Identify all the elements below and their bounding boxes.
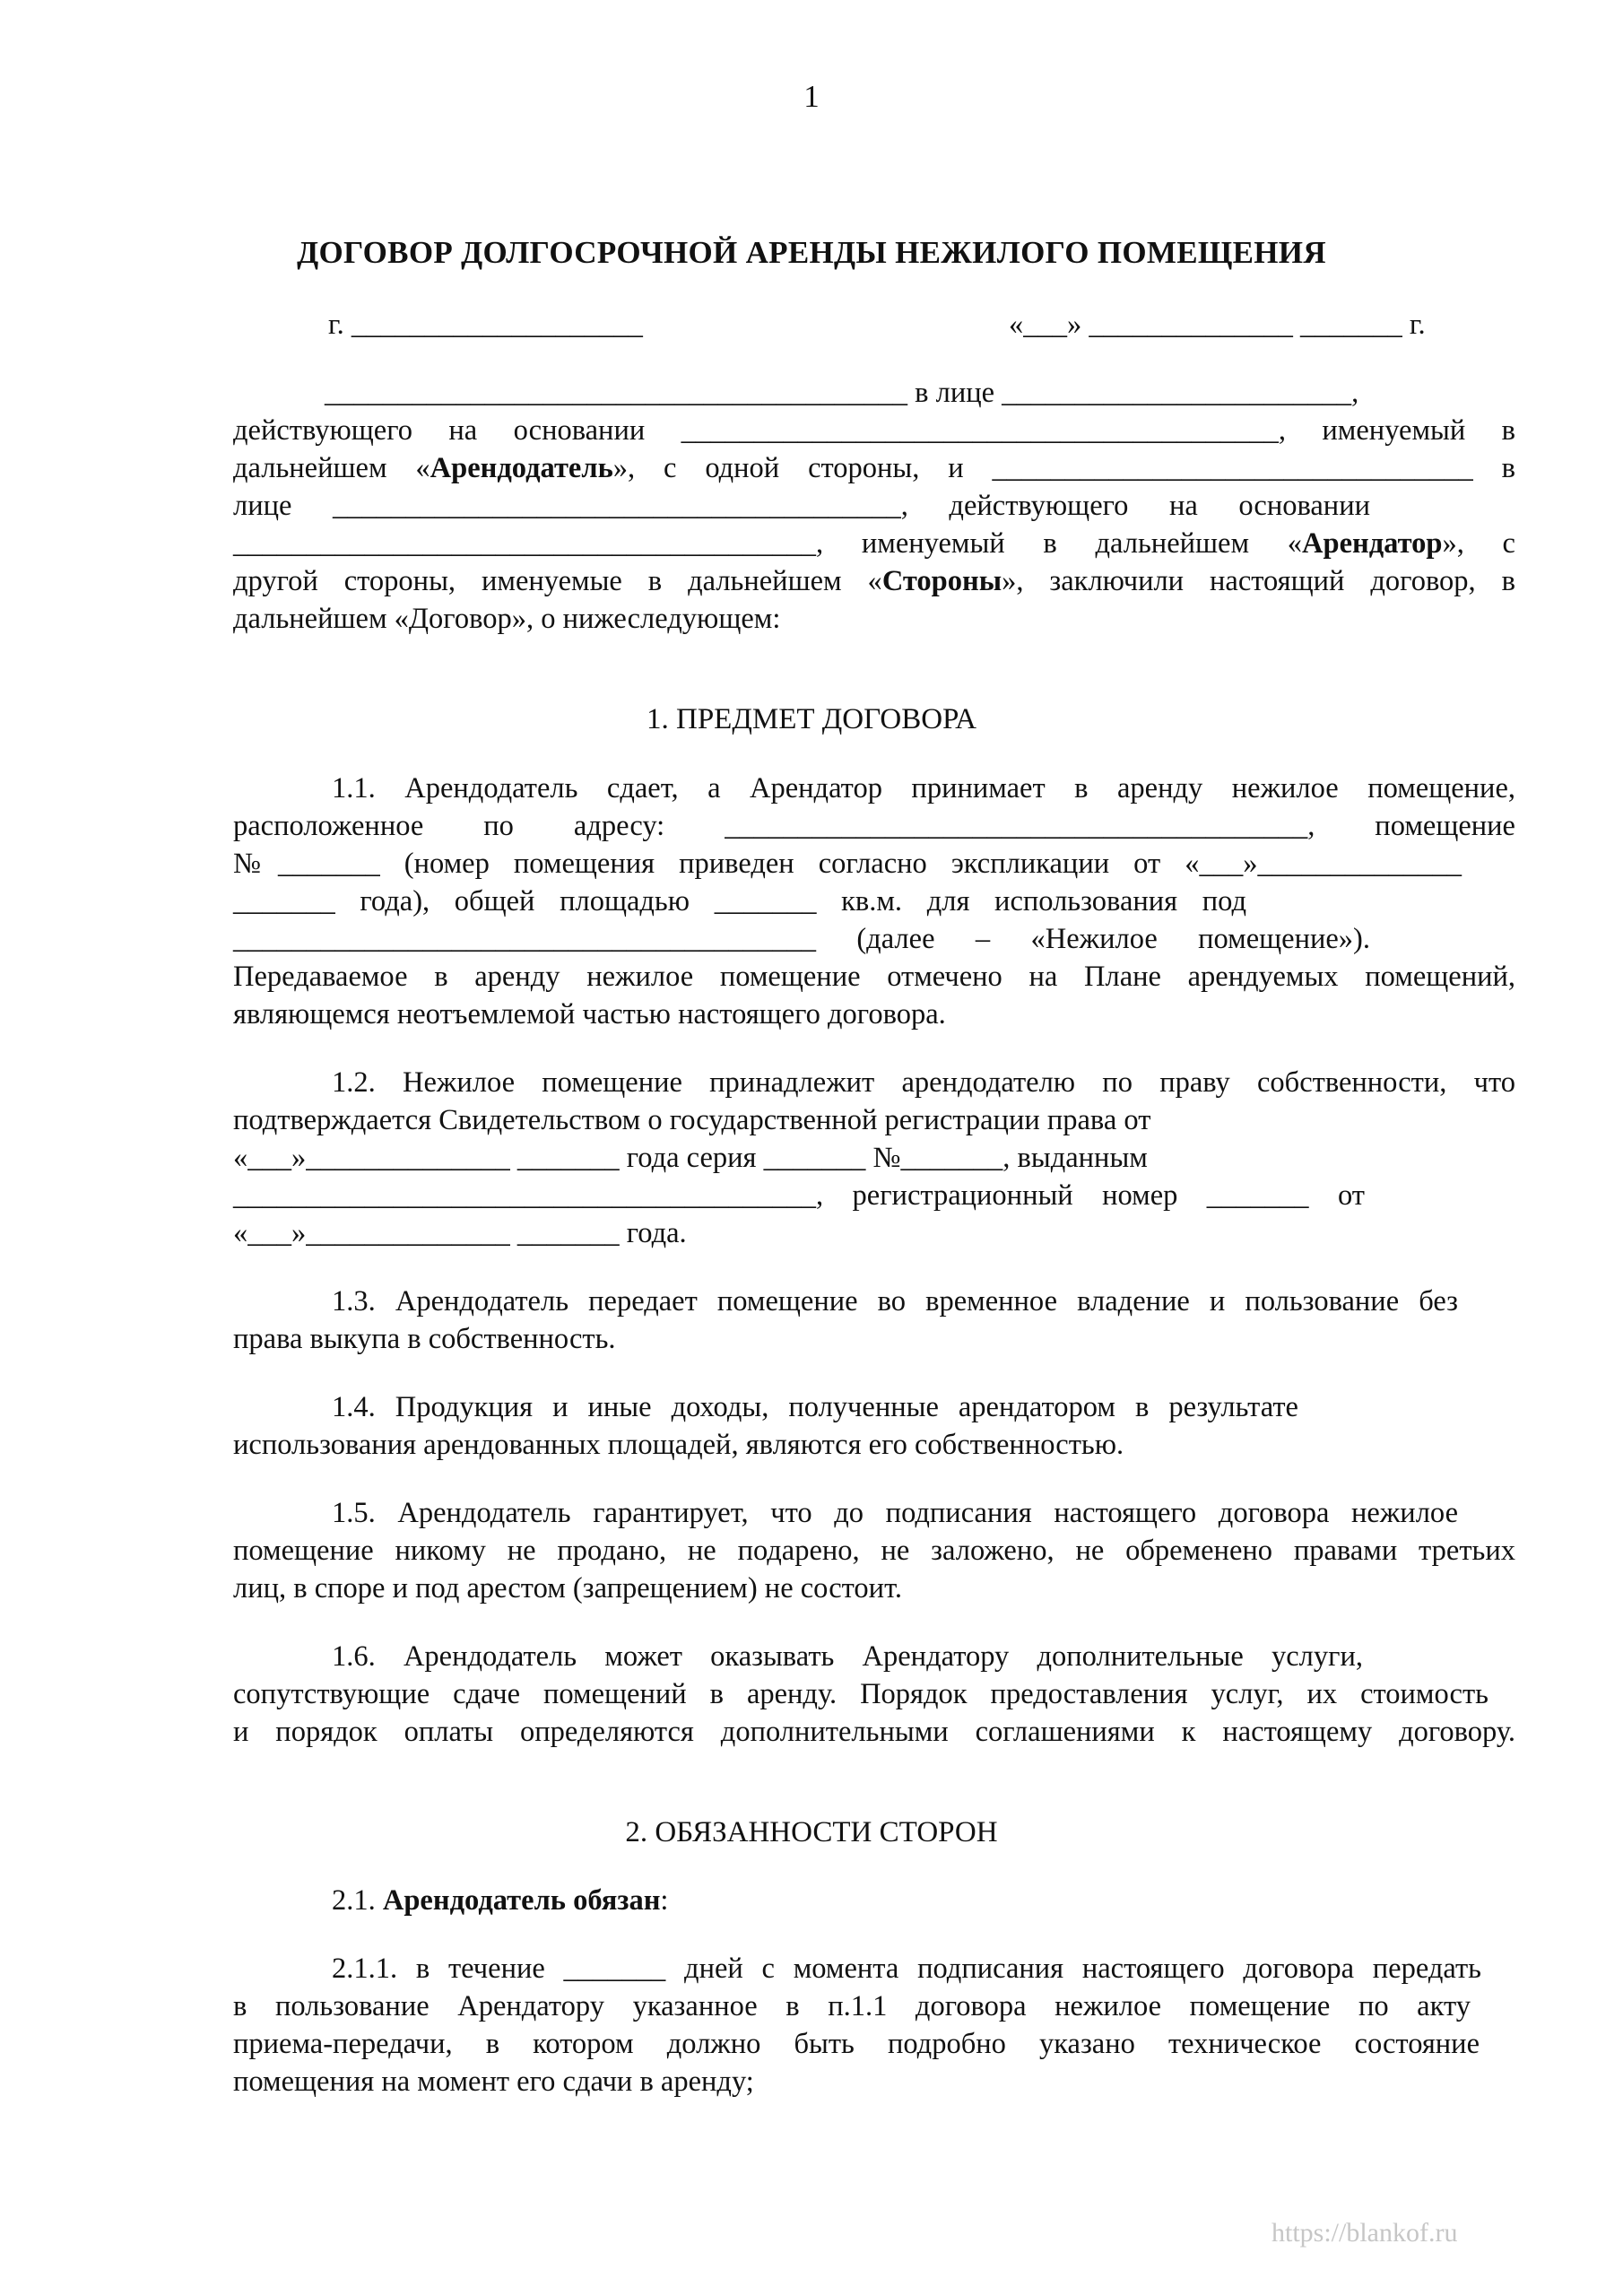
preamble-line: другой стороны, именуемые в дальнейшем «Стороны», заключили настоящий договор, в [233, 565, 1515, 597]
paragraph-line: 1.5. Арендодатель гарантирует, что до подписания настоящего договора нежилое [332, 1497, 1458, 1529]
paragraph-line: подтверждается Свидетельством о государственной регистрации права от [233, 1104, 1151, 1136]
landlord-term: Арендодатель [430, 452, 613, 484]
preamble-line: ________________________________________, именуемый в дальнейшем «Арендатор», с [233, 527, 1515, 560]
preamble-line: дальнейшем «Арендодатель», с одной стороны, и _________________________________ в [233, 452, 1516, 484]
paragraph-line: лиц, в споре и под арестом (запрещением) не состоит. [233, 1572, 902, 1605]
paragraph-line: №_______ (номер помещения приведен согласно экспликации от «___»______________ [233, 848, 1462, 880]
paragraph-line: _______ года), общей площадью _______ кв.м. для использования под [233, 885, 1246, 918]
paragraph-line: являющемся неотъемлемой частью настоящего договора. [233, 998, 946, 1031]
paragraph-line: 2.1.1. в течение _______ дней с момента подписания настоящего договора передать [332, 1952, 1481, 1985]
paragraph-line: права выкупа в собственность. [233, 1323, 616, 1355]
watermark: https://blankof.ru [1271, 2218, 1458, 2248]
paragraph-line: расположенное по адресу: ________________________________________, помещение [233, 810, 1515, 842]
paragraph-line: ________________________________________, регистрационный номер _______ от [233, 1179, 1365, 1212]
date-field: «___» ______________ _______ г. [1009, 309, 1426, 341]
paragraph-line: ________________________________________ (далее – «Нежилое помещение»). [233, 923, 1370, 955]
parties-term: Стороны [881, 565, 1002, 597]
paragraph-line: и порядок оплаты определяются дополнительными соглашениями к настоящему договору. [233, 1716, 1515, 1748]
tenant-term: Арендатор [1302, 527, 1443, 560]
paragraph-line: 2.1. Арендодатель обязан: [332, 1884, 669, 1917]
paragraph-line: Передаваемое в аренду нежилое помещение отмечено на Плане арендуемых помещений, [233, 961, 1515, 993]
paragraph-line: сопутствующие сдаче помещений в аренду. Порядок предоставления услуг, их стоимость [233, 1678, 1488, 1710]
preamble-line: лице _______________________________________, действующего на основании [233, 490, 1370, 522]
preamble-line: дальнейшем «Договор», о нижеследующем: [233, 603, 781, 635]
section-heading: 1. ПРЕДМЕТ ДОГОВОРА [647, 703, 976, 735]
paragraph-line: 1.4. Продукция и иные доходы, полученные арендатором в результате [332, 1391, 1298, 1423]
paragraph-line: 1.3. Арендодатель передает помещение во временное владение и пользование без [332, 1285, 1458, 1318]
paragraph-line: 1.2. Нежилое помещение принадлежит арендодателю по праву собственности, что [332, 1066, 1515, 1099]
paragraph-line: помещение никому не продано, не подарено, не заложено, не обременено правами третьих [233, 1535, 1515, 1567]
paragraph-line: 1.6. Арендодатель может оказывать Арендатору дополнительные услуги, [332, 1640, 1363, 1673]
paragraph-line: «___»______________ _______ года серия _______ №_______, выданным [233, 1142, 1148, 1174]
paragraph-line: приема-передачи, в котором должно быть подробно указано техническое состояние [233, 2028, 1480, 2060]
place-field: г. ____________________ [328, 309, 643, 341]
paragraph-line: «___»______________ _______ года. [233, 1217, 687, 1249]
paragraph-line: использования арендованных площадей, являются его собственностью. [233, 1429, 1124, 1461]
landlord-obliged-term: Арендодатель обязан [382, 1884, 661, 1917]
paragraph-line: помещения на момент его сдачи в аренду; [233, 2066, 754, 2098]
paragraph-line: в пользование Арендатору указанное в п.1.1 договора нежилое помещение по акту [233, 1990, 1471, 2022]
document-title: ДОГОВОР ДОЛГОСРОЧНОЙ АРЕНДЫ НЕЖИЛОГО ПОМЕЩЕНИЯ [297, 235, 1326, 270]
page-number: 1 [803, 79, 820, 114]
preamble-line: действующего на основании _________________________________________, именуемый в [233, 414, 1515, 447]
section-heading: 2. ОБЯЗАННОСТИ СТОРОН [625, 1816, 998, 1848]
paragraph-line: 1.1. Арендодатель сдает, а Арендатор принимает в аренду нежилое помещение, [332, 772, 1515, 804]
preamble-line: ________________________________________ в лице ________________________, [325, 377, 1359, 409]
